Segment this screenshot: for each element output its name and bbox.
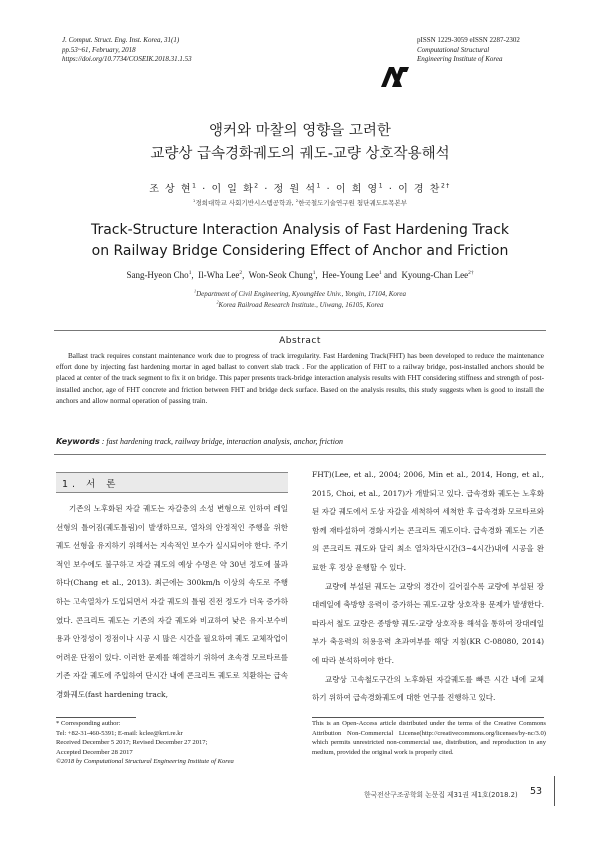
body-column-left [56, 500, 288, 705]
society-name-line1: Computational Structural [417, 45, 490, 54]
abstract-text: Ballast track requires constant maintenance work due to progress of track irregularity. Fast Hardening Track(FHT) has been developed to reduce the maintenance effort done by injecting fast hardening mortar in aged ballast to convert slab track . For the application of FHT to a railway bridge, post-installed anchors should be placed at center of the track segment to fix it on bridge. This paper presents track-bridge interaction analysis results with FHT considering stiffness and strength of post-installed anchor, age of FHT concrete and friction between FHT and bridge deck surface. Based on the analysis results, this study suggests when is good to install the anchors and allow normal operation of passing train. [56, 352, 544, 405]
author-kr: 정 원 석$^1$ [273, 182, 322, 195]
author-en: Sang-Hyeon Cho$^1$ [126, 270, 192, 280]
license-note: This is an Open-Access article distributed under the terms of the Creative Commons Attribution Non-Commercial License(http://creativecommons.org/licenses/by-nc/3.0) which permits unrestricted non-commercial use, distribution, and reproduction in any medium, provided the original work is properly cited. [312, 720, 546, 756]
title-korean-line2: 교량상 급속경화궤도의 궤도-교량 상호작용해석 [150, 146, 450, 162]
author-kr: 이 일 화$^2$ [211, 182, 260, 195]
author-en: Kyoung-Chan Lee$^{2\dagger}$ [401, 270, 474, 280]
title-english-line2: on Railway Bridge Considering Effect of Anchor and Friction [91, 243, 509, 259]
corresponding-author-label: * Corresponding author: [56, 720, 121, 727]
body-paragraph: 교량에 부설된 궤도는 교량의 경간이 길어질수록 교량에 부설된 장대레일에 축방향 응력이 증가하는 궤도-교량 상호작용 문제가 발생한다. 따라서 철도 교량은 종방향 궤도-교량 상호작용 해석을 통하여 장대레일 부가 축응력의 허용응력 초과여부를 해당 지침(KR C-08080, 2014)에 따라 분석하여야 한다. [312, 581, 544, 665]
journal-header-right [417, 36, 567, 65]
abstract-rule-bottom [54, 454, 546, 455]
author-kr: 이 경 찬$^{2\dagger}$ [398, 182, 451, 195]
journal-citation: J. Comput. Struct. Eng. Inst. Korea, 31(1) [62, 36, 180, 44]
footnote-rule-right [312, 717, 544, 718]
affiliation-english-2: $^2$Korea Railroad Research Institute., Uiwang, 16105, Korea [216, 299, 384, 309]
authors-korean: 조 상 현$^1$ · 이 일 화$^2$ · 정 원 석$^1$ · 이 희 영$^1$ · 이 경 찬$^{2\dagger}$ [149, 182, 451, 195]
accepted-date: Accepted December 28 2017 [56, 748, 133, 756]
affiliation-english-1: $^1$Department of Civil Engineering, KyoungHee Univ., Yongin, 17104, Korea [193, 288, 406, 298]
issn: pISSN 1229-3059 eISSN 2287-2302 [417, 36, 520, 44]
page-number: 53 [530, 786, 543, 797]
affiliations-korean: $^1$경희대학교 사회기반시스템공학과, $^2$한국철도기술연구원 첨단궤도토목본부 [192, 197, 408, 207]
author-en: Il-Wha Lee$^2$ [198, 270, 243, 280]
abstract-heading: Abstract [279, 336, 321, 346]
body-column-right [312, 466, 544, 708]
footnote-correspondence [56, 719, 296, 767]
footer-divider [554, 776, 555, 806]
author-en: Hee-Young Lee$^1$ [322, 270, 382, 280]
footer-journal: 한국전산구조공학회 논문집 제31권 제1호(2018.2) [364, 791, 518, 799]
body-paragraph: 기존의 노후화된 자갈 궤도는 자갈층의 소성 변형으로 인하여 레일 선형의 틀어짐(궤도틀림)이 발생하므로, 열차의 안정적인 주행을 위한 궤도 선형을 유지하기 위해서는 지속적인 보수가 실시되어야 한다. 주기적인 보수에도 불구하고 자갈 궤도의 예상 수명은 약 30년 정도에 불과하다(Chang et al., 2013). 최근에는 300km/h 이상의 속도로 주행하는 고속열차가 도입되면서 자갈 궤도의 틀림 진전 정도가 더욱 증가하였다. 콘크리트 궤도는 기존의 자갈 궤도와 비교하여 낮은 유지·보수비용과 안정성이 정점이나 시공 시 많은 시간을 필요하여 궤도 교체작업이 어려운 단점이 있다. 이러한 문제를 해결하기 위하여 초속경 모르타르를 기존 자갈 궤도에 주입하여 단시간 내에 콘크리트 궤도로 치환하는 급속경화궤도(fast hardening track, [56, 504, 288, 699]
keywords-text: : fast hardening track, railway bridge, interaction analysis, anchor, friction [101, 437, 343, 446]
keywords [56, 437, 544, 446]
doi-link[interactable]: https://doi.org/10.7734/COSEIK.2018.31.1.53 [62, 55, 192, 63]
society-name-line2: Engineering Institute of Korea [417, 55, 503, 63]
received-dates: Received December 5 2017; Revised December 27 2017; [56, 739, 208, 747]
title-english-line1: Track-Structure Interaction Analysis of Fast Hardening Track [90, 222, 510, 238]
journal-header-left [62, 36, 322, 65]
body-paragraph: FHT)(Lee, et al., 2004; 2006, Min et al., 2014, Hong, et al., 2015, Choi, et al., 2017)가 개발되고 있다. 급속경화 궤도는 노후화된 자갈 궤도에서 도상 자갈을 세척하여 세척한 후 급속경화 모르타르와 함께 재타설하여 경화시키는 콘크리트 궤도이다. 급속경화 궤도는 기존의 콘크리트 궤도와 달리 최소 열차차단시간(3~4시간)내에 시공을 완료한 후 정상 운행할 수 있다. [312, 470, 544, 572]
author-kr: 이 희 영$^1$ [335, 182, 385, 195]
body-paragraph: 교량상 고속철도구간의 노후화된 자갈궤도를 빠른 시간 내에 교체하기 위하여 급속경화궤도에 대한 연구를 진행하고 있다. [312, 674, 544, 703]
authors-english: Sang-Hyeon Cho$^1$, Il-Wha Lee$^2$, Won-Seok Chung$^1$, Hee-Young Lee$^1$ and Kyoung-Chan Lee$^{2\dagger}$ [126, 270, 474, 280]
society-logo-icon [380, 66, 410, 88]
footnote-rule-left [56, 717, 136, 718]
title-korean-line1: 앵커와 마찰의 영향을 고려한 [209, 123, 391, 139]
journal-pages: pp.53~61, February, 2018 [62, 45, 136, 54]
section-title-introduction: 1. 서 론 [62, 479, 120, 490]
author-kr: 조 상 현$^1$ [149, 182, 198, 195]
author-en: Won-Seok Chung$^1$ [248, 270, 316, 280]
copyright: ©2018 by Computational Structural Engineering Institute of Korea [56, 758, 234, 766]
keywords-label: Keywords [56, 437, 100, 446]
abstract-rule-top [54, 330, 546, 331]
contact-info: Tel: +82-31-460-5391; E-mail: kclee@krri.re.kr [56, 729, 183, 737]
